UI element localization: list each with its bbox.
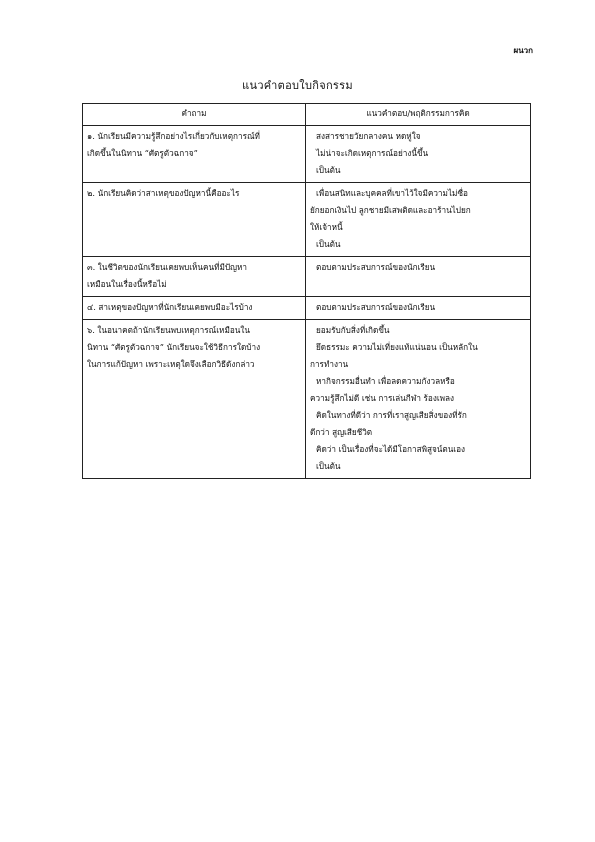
answer-line: สงสารชายวัยกลางคน หดหู่ใจ bbox=[316, 131, 421, 141]
answer-line: ตอบตามประสบการณ์ของนักเรียน bbox=[316, 302, 436, 312]
answer-line: หากิจกรรมอื่นทำ เพื่อลดความกังวลหรือ bbox=[316, 376, 455, 386]
table-header-row bbox=[83, 104, 531, 126]
answer-line: การทำงาน bbox=[310, 359, 349, 369]
answer-cell bbox=[306, 297, 531, 320]
table-row bbox=[83, 257, 531, 297]
question-line: ๒. นักเรียนคิดว่าสาเหตุของปัญหานี้คืออะไร bbox=[87, 188, 240, 198]
question-cell bbox=[83, 257, 306, 297]
answer-line: ไม่น่าจะเกิดเหตุการณ์อย่างนี้ขึ้น bbox=[316, 148, 429, 158]
answer-line: ยอมรับกับสิ่งที่เกิดขึ้น bbox=[316, 325, 390, 335]
table-row bbox=[83, 126, 531, 183]
question-line: เหมือนในเรื่องนี้หรือไม่ bbox=[87, 279, 167, 289]
column-header-question: คำถาม bbox=[83, 104, 306, 126]
page-label: ผนวก bbox=[513, 45, 533, 55]
question-line: ๔. สาเหตุของปัญหาที่นักเรียนเคยพบมีอะไรบ้าง bbox=[87, 302, 253, 312]
question-cell bbox=[83, 183, 306, 257]
answer-guide-table bbox=[82, 103, 531, 479]
question-line: ๑. นักเรียนมีความรู้สึกอย่างไรเกี่ยวกับเหตุการณ์ที่ bbox=[87, 131, 260, 141]
page-title: แนวคำตอบใบกิจกรรม bbox=[242, 79, 353, 92]
answer-cell bbox=[306, 183, 531, 257]
answer-cell bbox=[306, 257, 531, 297]
answer-cell bbox=[306, 126, 531, 183]
question-line: ในการแก้ปัญหา เพราะเหตุใดจึงเลือกวิธีดังกล่าว bbox=[87, 359, 255, 369]
answer-line: คิดในทางที่ดีว่า การที่เราสูญเสียสิ่งของที่รัก bbox=[316, 410, 467, 420]
question-cell bbox=[83, 297, 306, 320]
question-cell bbox=[83, 320, 306, 479]
answer-line: ความรู้สึกไม่ดี เช่น การเล่นกีฬา ร้องเพลง bbox=[310, 393, 455, 403]
answer-line: ยักยอกเงินไป ลูกชายมีเสพติดและอาร้านไปยก bbox=[310, 205, 471, 215]
column-header-answer: แนวคำตอบ/พฤติกรรมการคิด bbox=[306, 104, 531, 126]
table-row bbox=[83, 297, 531, 320]
question-cell bbox=[83, 126, 306, 183]
table-row bbox=[83, 183, 531, 257]
answer-line: เพื่อนสนิทและบุคคลที่เขาไว้ใจมีความไม่ซื่อ bbox=[316, 188, 468, 198]
answer-line: เป็นต้น bbox=[316, 165, 341, 175]
answer-line: เป็นต้น bbox=[316, 239, 341, 249]
answer-line: ให้เจ้าหนี้ bbox=[310, 222, 343, 232]
answer-cell bbox=[306, 320, 531, 479]
answer-line: ตอบตามประสบการณ์ของนักเรียน bbox=[316, 262, 436, 272]
question-line: ๓. ในชีวิตของนักเรียนเคยพบเห็นคนที่มีปัญหา bbox=[87, 262, 248, 272]
question-line: นิทาน “ศัตรูตัวฉกาจ” นักเรียนจะใช้วิธีการใดบ้าง bbox=[87, 342, 261, 352]
question-line: เกิดขึ้นในนิทาน “ศัตรูตัวฉกาจ” bbox=[87, 148, 198, 158]
answer-line: คิดว่า เป็นเรื่องที่จะได้มีโอกาสพิสูจน์ตนเอง bbox=[316, 444, 466, 454]
answer-line: ยึดธรรมะ ความไม่เที่ยงแท้แน่นอน เป็นหลักใน bbox=[316, 342, 478, 352]
answer-line: เป็นต้น bbox=[316, 461, 341, 471]
question-line: ๖. ในอนาคตถ้านักเรียนพบเหตุการณ์เหมือนใน bbox=[87, 325, 250, 335]
table-row bbox=[83, 320, 531, 479]
answer-line: ดีกว่า สูญเสียชีวิต bbox=[310, 427, 373, 437]
